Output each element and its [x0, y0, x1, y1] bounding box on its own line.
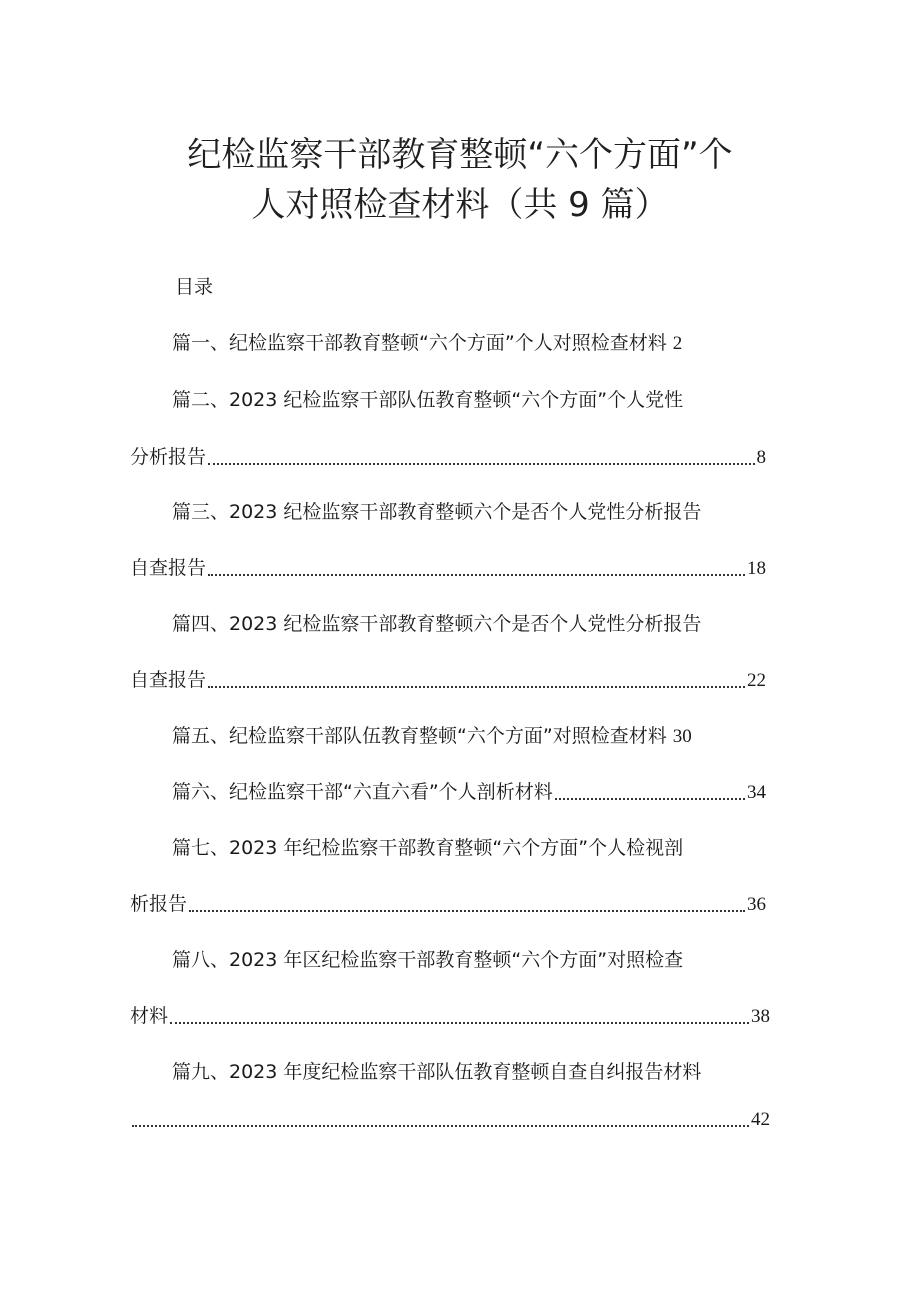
toc-entry-6[interactable]	[172, 777, 766, 808]
toc-entry-text: 篇七、2023 年纪检监察干部教育整顿“六个方面”个人检视剖	[172, 837, 684, 859]
toc-entry-7-continuation[interactable]	[130, 889, 766, 920]
toc-entry-text: 篇五、纪检监察干部队伍教育整顿“六个方面”对照检查材料	[172, 725, 667, 747]
toc-entry-text: 篇八、2023 年区纪检监察干部教育整顿“六个方面”对照检查	[172, 949, 684, 971]
toc-entry-9-continuation[interactable]	[130, 1105, 770, 1135]
toc-entry-text-cont: 析报告	[130, 893, 188, 915]
toc-entry-text: 篇三、2023 纪检监察干部教育整顿六个是否个人党性分析报告	[172, 501, 702, 523]
toc-entry-2-continuation[interactable]	[130, 442, 766, 473]
toc-entry-text-cont: 自查报告	[130, 669, 207, 691]
document-title	[0, 130, 920, 230]
toc-leader-dots	[189, 908, 745, 912]
toc-entry-text: 篇一、纪检监察干部教育整顿“六个方面”个人对照检查材料	[172, 332, 667, 354]
toc-entry-text: 篇九、2023 年度纪检监察干部队伍教育整顿自查自纠报告材料	[172, 1061, 702, 1083]
toc-leader-dots	[555, 796, 745, 800]
toc-entry-3-continuation[interactable]	[130, 553, 766, 584]
toc-entry-page: 36	[747, 894, 766, 915]
toc-entry-page: 2	[672, 333, 683, 354]
toc-entry-4[interactable]	[172, 609, 720, 639]
toc-entry-5[interactable]	[172, 721, 772, 752]
toc-entry-text-cont: 分析报告	[130, 446, 207, 468]
toc-entry-3[interactable]	[172, 497, 720, 527]
toc-entry-8[interactable]	[172, 945, 720, 975]
toc-leader-dots	[208, 684, 745, 688]
toc-leader-dots	[208, 572, 745, 576]
toc-entry-page: 22	[747, 670, 766, 691]
toc-entry-page: 38	[751, 1006, 770, 1027]
toc-entry-text: 篇四、2023 纪检监察干部教育整顿六个是否个人党性分析报告	[172, 613, 702, 635]
toc-entry-text-cont: 材料	[130, 1005, 169, 1027]
toc-entry-text: 篇六、纪检监察干部“六直六看”个人剖析材料	[172, 781, 553, 803]
toc-entry-2[interactable]	[172, 385, 720, 415]
toc-heading: 目录	[175, 276, 214, 298]
toc-entry-page: 42	[751, 1109, 770, 1130]
toc-entry-9[interactable]	[172, 1057, 720, 1087]
toc-leader-dots	[208, 461, 754, 465]
toc-entry-1[interactable]	[172, 328, 772, 359]
toc-leader-dots	[132, 1123, 749, 1127]
toc-entry-4-continuation[interactable]	[130, 665, 766, 696]
toc-entry-7[interactable]	[172, 833, 720, 863]
title-line-1: 纪检监察干部教育整顿“六个方面”个	[187, 135, 733, 175]
toc-entry-text: 篇二、2023 纪检监察干部队伍教育整顿“六个方面”个人党性	[172, 389, 684, 411]
toc-leader-dots	[170, 1020, 749, 1024]
title-line-2: 人对照检查材料（共 9 篇）	[251, 185, 669, 225]
toc-entry-page: 8	[756, 447, 766, 468]
toc-entry-page: 30	[672, 726, 692, 747]
toc-entry-page: 18	[747, 558, 766, 579]
toc-entry-8-continuation[interactable]	[130, 1001, 770, 1032]
toc-entry-text-cont: 自查报告	[130, 557, 207, 579]
toc-entry-page: 34	[747, 782, 766, 803]
